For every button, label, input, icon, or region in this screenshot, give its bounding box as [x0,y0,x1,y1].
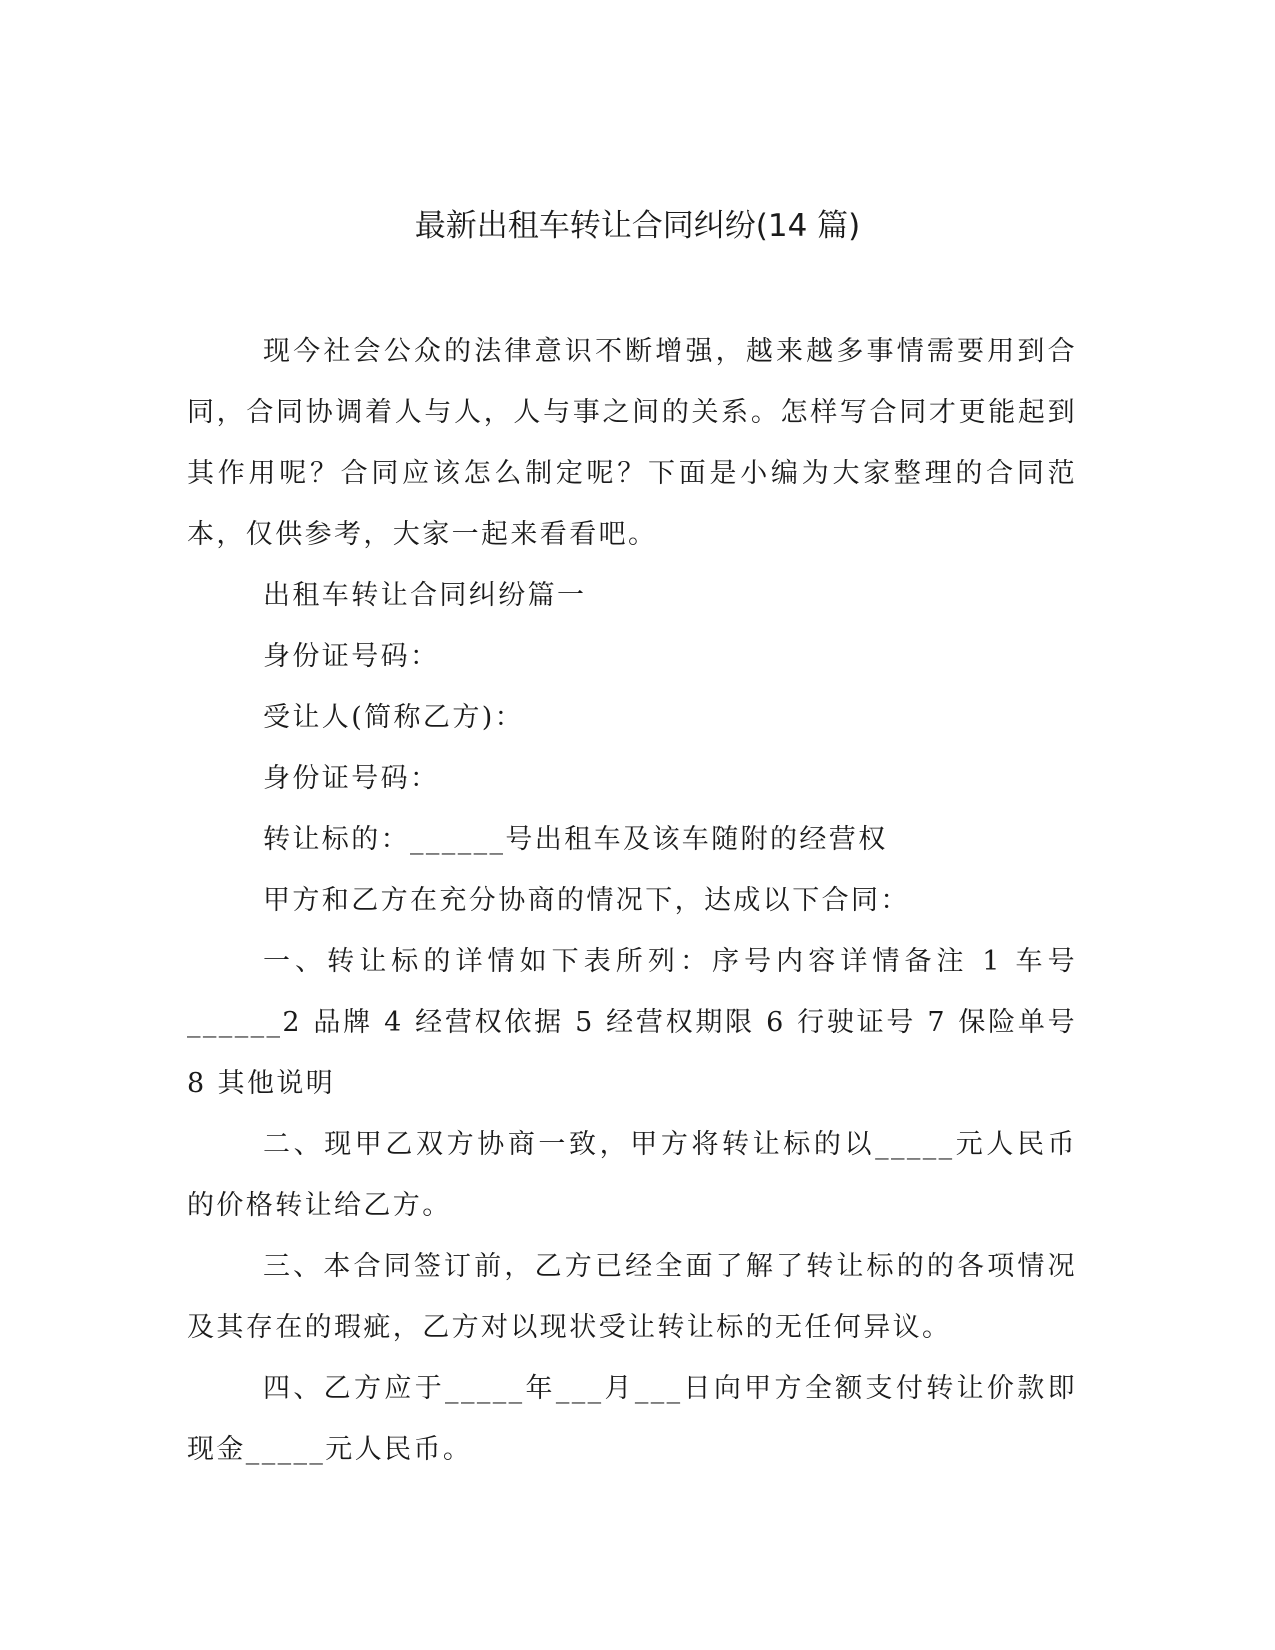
agreement-line: 甲方和乙方在充分协商的情况下，达成以下合同： [263,885,910,916]
id-number-line-2: 身份证号码： [263,763,440,794]
id-number-line: 身份证号码： [263,641,440,672]
transfer-subject-line: 转让标的：______号出租车及该车随附的经营权 [263,824,888,855]
section-heading: 出租车转让合同纠纷篇一 [263,580,587,611]
transferee-line: 受让人(简称乙方)： [263,702,525,733]
document-title: 最新出租车转让合同纠纷(14 篇) [414,208,861,244]
clause-3: 三、本合同签订前，乙方已经全面了解了转让标的的各项情况及其存在的瑕疵，乙方对以现状受让转让标的无任何异议。 [187,1251,1077,1343]
clause-1: 一、转让标的详情如下表所列：序号内容详情备注 1 车号______2 品牌 4 经营权依据 5 经营权期限 6 行驶证号 7 保险单号 8 其他说明 [187,946,1077,1099]
intro-paragraph: 现今社会公众的法律意识不断增强，越来越多事情需要用到合同，合同协调着人与人，人与事之间的关系。怎样写合同才更能起到其作用呢？合同应该怎么制定呢？下面是小编为大家整理的合同范本，仅供参考，大家一起来看看吧。 [187,336,1077,550]
document-body [187,321,1077,1480]
clause-4: 四、乙方应于_____年___月___日向甲方全额支付转让价款即现金_____元人民币。 [187,1373,1077,1465]
clause-2: 二、现甲乙双方协商一致，甲方将转让标的以_____元人民币的价格转让给乙方。 [187,1129,1077,1221]
